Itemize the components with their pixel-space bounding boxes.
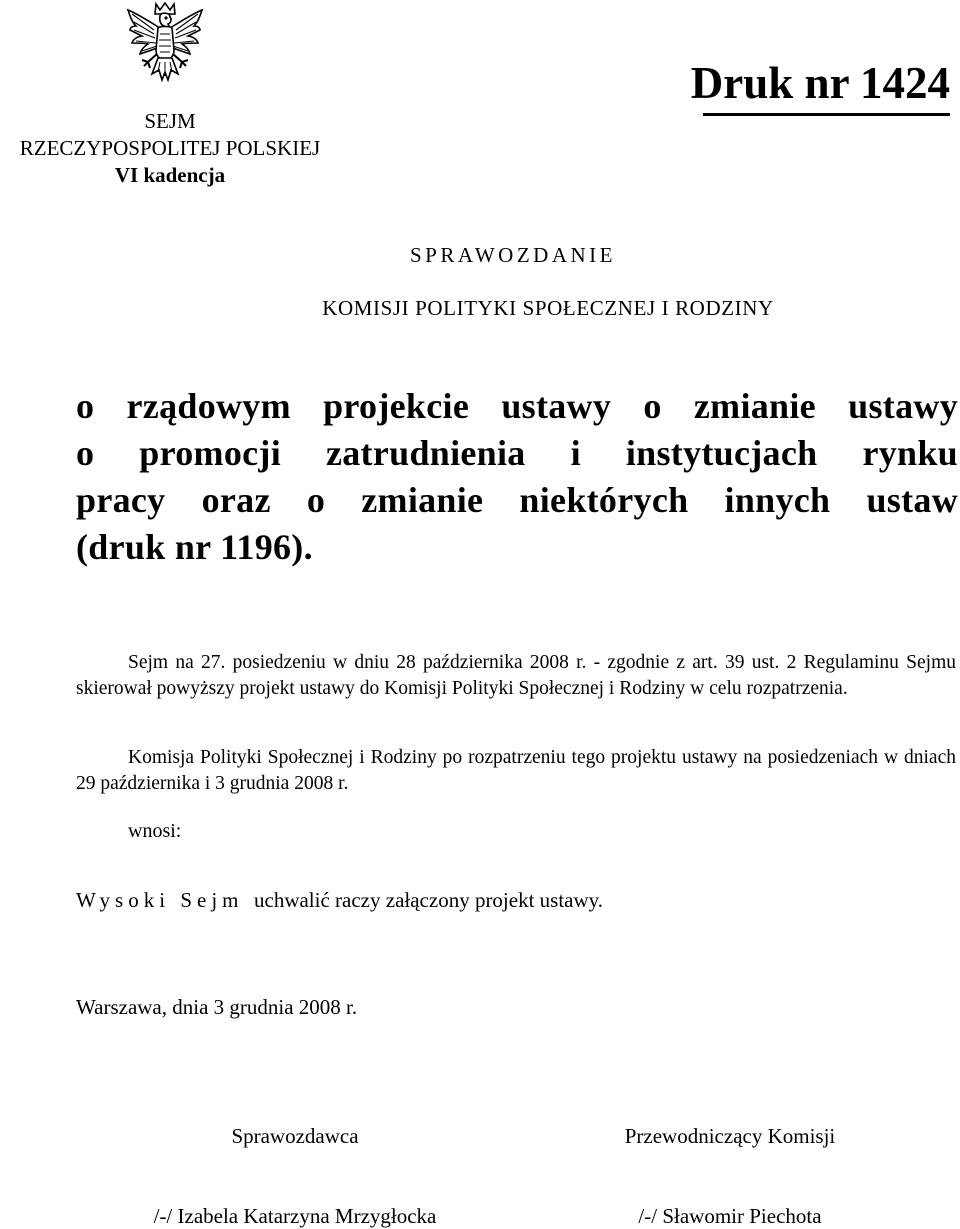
conclusion-text: uchwalić raczy załączony projekt ustawy. (254, 888, 604, 912)
report-title: SPRAWOZDANIE (410, 243, 616, 267)
referral-paragraph: Sejm na 27. posiedzeniu w dniu 28 października 2008 r. - zgodnie z art. 39 ust. 2 Regulaminu Sejmu skierował powyższy projekt ustawy do Komisji Polityki Społecznej i Rodziny w celu rozpatrzenia. (76, 652, 956, 699)
place-and-date: Warszawa, dnia 3 grudnia 2008 r. (76, 995, 358, 1019)
chair-signature: /-/ Sławomir Piechota (638, 1204, 822, 1228)
rapporteur-signature: /-/ Izabela Katarzyna Mrzygłocka (153, 1204, 437, 1228)
committee-name: KOMISJI POLITYKI SPOŁECZNEJ I RODZINY (322, 296, 774, 320)
chamber-country: RZECZYPOSPOLITEJ POLSKIEJ (19, 136, 321, 160)
term-label: VI kadencja (114, 163, 226, 187)
subject-line: o promocji zatrudnienia i instytucjach rynku (76, 433, 958, 473)
print-number: Druk nr 1424 (690, 58, 950, 108)
conclusion-addressee: Wysoki Sejm (76, 888, 244, 912)
chamber-header (0, 108, 340, 189)
subject-line: o rządowym projekcie ustawy o zmianie ustawy (76, 386, 958, 426)
consideration-paragraph: Komisja Polityki Społecznej i Rodziny po rozpatrzeniu tego projektu ustawy na posiedzeniach w dniach 29 października i 3 grudnia 2008 r. (76, 747, 956, 794)
chair-role: Przewodniczący Komisji (624, 1124, 836, 1148)
conclusion (76, 888, 603, 913)
polish-eagle-emblem-icon (124, 0, 206, 92)
subject-line: (druk nr 1196). (76, 527, 313, 567)
motion-label: wnosi: (128, 820, 182, 842)
document-subject (76, 383, 958, 571)
rapporteur-role: Sprawozdawca (231, 1124, 359, 1148)
print-number-underline (703, 113, 950, 116)
subject-line: pracy oraz o zmianie niektórych innych ustaw (76, 480, 958, 520)
chamber-name: SEJM (144, 109, 196, 133)
